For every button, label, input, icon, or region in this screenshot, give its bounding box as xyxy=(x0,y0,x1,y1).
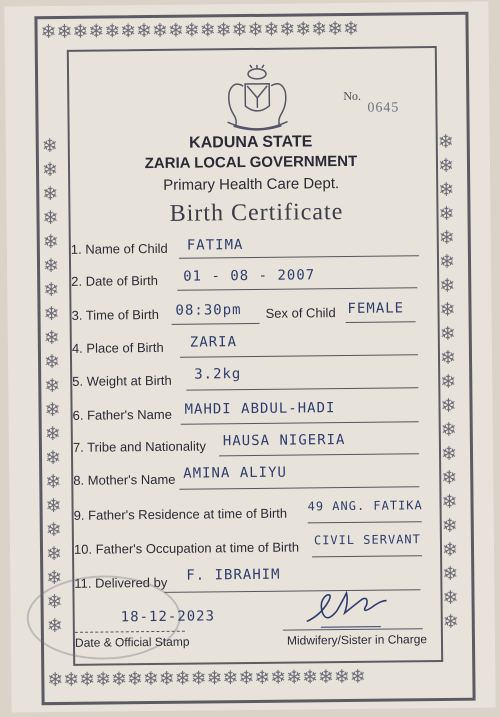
field-value-mother: AMINA ALIYU xyxy=(183,464,288,482)
snowflake-icon: ❄ xyxy=(46,590,63,614)
snowflake-icon: ❄ xyxy=(44,422,61,446)
snowflake-icon: ❄ xyxy=(442,562,459,585)
issue-date-value: 18-12-2023 xyxy=(120,608,216,626)
snowflake-icon: ❄ xyxy=(43,350,61,374)
snowflake-icon: ❄ xyxy=(440,370,457,394)
field-value-child-name: FATIMA xyxy=(186,237,244,254)
snowflake-icon: ❄ xyxy=(438,250,456,274)
signature xyxy=(300,586,396,631)
field-value-delivered: F. IBRAHIM xyxy=(186,566,281,584)
snowflake-icon: ❄ xyxy=(42,254,60,278)
field-value-occupation: CIVIL SERVANT xyxy=(313,532,421,548)
lga-heading: ZARIA LOCAL GOVERNMENT xyxy=(144,152,358,173)
snowflake-icon: ❄ xyxy=(42,183,59,206)
serial-number: 0645 xyxy=(367,100,400,116)
field-value-place: ZARIA xyxy=(189,334,238,351)
snowflake-icon: ❄❄❄❄❄❄❄❄❄❄❄❄❄❄❄❄❄❄❄❄ xyxy=(40,17,360,44)
snowflake-icon: ❄ xyxy=(44,374,61,398)
snowflake-icon: ❄ xyxy=(437,154,455,178)
snowflake-icon: ❄ xyxy=(46,614,63,638)
snowflake-icon: ❄ xyxy=(441,490,458,514)
field-value-weight: 3.2kg xyxy=(194,366,242,383)
snowflake-icon: ❄ xyxy=(42,206,59,230)
snowflake-icon: ❄ xyxy=(438,202,455,226)
field-label-residence: 9. Father's Residence at time of Birth xyxy=(73,505,288,523)
field-value-residence: 49 ANG. FATIKA xyxy=(307,498,423,514)
snowflake-icon: ❄ xyxy=(45,470,62,494)
snowflake-icon: ❄ xyxy=(42,230,59,254)
serial-label: No. xyxy=(343,88,362,104)
snowflake-icon: ❄ xyxy=(439,322,456,346)
snowflake-icon: ❄ xyxy=(442,610,459,633)
snowflake-icon: ❄ xyxy=(441,466,458,490)
snowflake-icon: ❄ xyxy=(41,159,59,182)
snowflake-icon: ❄ xyxy=(44,398,61,422)
field-label-child-name: 1. Name of Child xyxy=(70,240,168,257)
snowflake-icon: ❄ xyxy=(44,446,62,470)
snowflake-icon: ❄❄❄❄❄❄❄❄❄❄❄❄❄❄❄❄❄❄❄❄ xyxy=(47,665,366,692)
snowflake-icon: ❄ xyxy=(439,346,457,370)
field-label-tribe: 7. Tribe and Nationality xyxy=(72,438,206,455)
snowflake-icon: ❄ xyxy=(43,302,60,326)
certificate-title: Birth Certificate xyxy=(169,199,344,227)
snowflake-icon: ❄ xyxy=(439,274,456,298)
midwife-label: Midwifery/Sister in Charge xyxy=(286,632,428,648)
snowflake-icon: ❄ xyxy=(438,226,455,250)
field-label-father: 6. Father's Name xyxy=(72,406,172,423)
snowflake-icon: ❄ xyxy=(441,514,458,538)
snowflake-icon: ❄ xyxy=(45,542,63,566)
coat-of-arms-icon xyxy=(217,63,298,134)
field-value-tribe: HAUSA NIGERIA xyxy=(222,432,346,450)
snowflake-icon: ❄ xyxy=(45,494,62,518)
field-value-time: 08:30pm xyxy=(175,302,242,319)
field-label-occupation: 10. Father's Occupation at time of Birth xyxy=(73,539,300,557)
snowflake-icon: ❄ xyxy=(438,178,455,202)
snowflake-icon: ❄ xyxy=(442,586,459,609)
snowflake-icon: ❄ xyxy=(41,135,58,158)
field-value-dob: 01 - 08 - 2007 xyxy=(183,267,316,285)
certificate-paper xyxy=(4,1,495,712)
field-value-father: MAHDI ABDUL-HADI xyxy=(184,400,336,418)
snowflake-icon: ❄ xyxy=(437,130,454,154)
bottom-border-motif xyxy=(47,667,366,690)
field-label-place: 4. Place of Birth xyxy=(71,339,164,356)
field-label-time: 3. Time of Birth xyxy=(71,306,160,323)
snowflake-icon: ❄ xyxy=(441,538,459,561)
field-label-delivered: 11. Delivered by xyxy=(74,574,168,591)
field-label-weight: 5. Weight at Birth xyxy=(72,372,172,389)
snowflake-icon: ❄ xyxy=(440,442,458,466)
snowflake-icon: ❄ xyxy=(45,518,62,542)
top-border-motif xyxy=(40,19,359,42)
field-label-sex: Sex of Child xyxy=(265,305,336,321)
snowflake-icon: ❄ xyxy=(43,326,60,350)
snowflake-icon: ❄ xyxy=(46,566,63,590)
state-heading: KADUNA STATE xyxy=(189,133,313,152)
snowflake-icon: ❄ xyxy=(43,278,60,302)
date-stamp-label: Date & Official Stamp xyxy=(74,634,190,650)
snowflake-icon: ❄ xyxy=(440,418,457,442)
dept-heading: Primary Health Care Dept. xyxy=(163,175,340,194)
field-label-mother: 8. Mother's Name xyxy=(73,471,176,488)
field-value-sex: FEMALE xyxy=(347,300,405,317)
field-label-dob: 2. Date of Birth xyxy=(71,272,158,289)
snowflake-icon: ❄ xyxy=(439,298,456,322)
snowflake-icon: ❄ xyxy=(440,394,457,418)
